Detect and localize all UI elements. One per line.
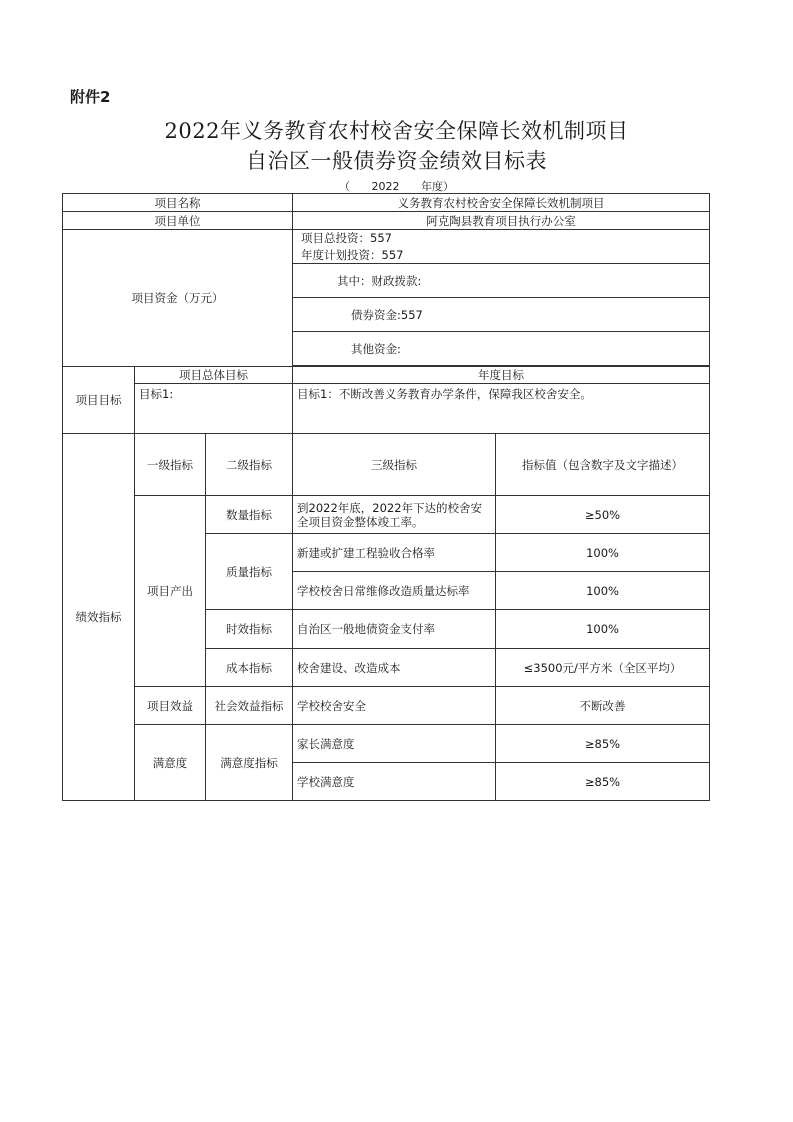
- document-title-line-1: 2022年义务教育农村校舍安全保障长效机制项目: [164, 119, 629, 143]
- document-title-line-2: 自治区一般债券资金绩效目标表: [246, 149, 547, 173]
- quantity-value: ≥50%: [496, 496, 710, 534]
- performance-header-row: [63, 434, 710, 496]
- satisfaction-indicator-label: 满意度指标: [206, 725, 293, 801]
- quality-label: 质量指标: [206, 534, 293, 610]
- benefit-value: 不断改善: [496, 687, 710, 725]
- header-level1: 一级指标: [135, 434, 206, 496]
- cost-label: 成本指标: [206, 649, 293, 687]
- project-name-row: [63, 194, 710, 212]
- timeliness-label: 时效指标: [206, 610, 293, 649]
- output-label: 项目产出: [135, 496, 206, 687]
- satisfaction-item-2: 学校满意度: [293, 763, 496, 801]
- funds-annual-plan: 年度计划投资：557: [293, 247, 710, 264]
- timeliness-item: 自治区一般地债资金支付率: [293, 610, 496, 649]
- quantity-row: [63, 496, 710, 534]
- funds-bond: 债券资金:557: [293, 298, 710, 332]
- goals-annual-value: 目标1：不断改善义务教育办学条件，保障我区校舍安全。: [293, 384, 710, 434]
- quality-value-2: 100%: [496, 572, 710, 610]
- satisfaction-value-2: ≥85%: [496, 763, 710, 801]
- quantity-label: 数量指标: [206, 496, 293, 534]
- satisfaction-value-1: ≥85%: [496, 725, 710, 763]
- quality-value-1: 100%: [496, 534, 710, 572]
- satisfaction-row-1: [63, 725, 710, 763]
- goals-label: 项目目标: [63, 367, 135, 434]
- attachment-label: 附件2: [70, 88, 111, 106]
- satisfaction-item-1: 家长满意度: [293, 725, 496, 763]
- satisfaction-label: 满意度: [135, 725, 206, 801]
- header-value: 指标值（包含数字及文字描述）: [496, 434, 710, 496]
- quality-item-1: 新建或扩建工程验收合格率: [293, 534, 496, 572]
- project-unit-label: 项目单位: [63, 212, 293, 230]
- year-open-paren: （: [339, 180, 350, 193]
- goals-overall-value: 目标1:: [135, 384, 293, 434]
- quantity-item: 到2022年底，2022年下达的校舍安全项目资金整体竣工率。: [293, 496, 496, 534]
- fiscal-year: 2022: [371, 180, 400, 193]
- performance-label: 绩效指标: [63, 434, 135, 801]
- goals-value-row: [63, 384, 710, 434]
- benefit-row: [63, 687, 710, 725]
- header-level2: 二级指标: [206, 434, 293, 496]
- fiscal-year-line: [0, 178, 793, 194]
- funds-other: 其他资金:: [293, 332, 710, 366]
- benefit-label: 项目效益: [135, 687, 206, 725]
- project-unit-value: 阿克陶县教育项目执行办公室: [293, 212, 710, 230]
- header-level3: 三级指标: [293, 434, 496, 496]
- project-unit-row: [63, 212, 710, 230]
- performance-target-table: [62, 193, 710, 801]
- funds-row-total: [63, 230, 710, 247]
- funds-label: 项目资金（万元）: [63, 230, 293, 367]
- funds-total: 项目总投资：557: [293, 230, 710, 247]
- benefit-item: 学校校舍安全: [293, 687, 496, 725]
- funds-fiscal: 其中：财政拨款:: [293, 264, 710, 298]
- social-benefit-label: 社会效益指标: [206, 687, 293, 725]
- project-name-label: 项目名称: [63, 194, 293, 212]
- timeliness-value: 100%: [496, 610, 710, 649]
- goals-annual-header: 年度目标: [293, 367, 710, 384]
- cost-value: ≤3500元/平方米（全区平均）: [496, 649, 710, 687]
- quality-item-2: 学校校舍日常维修改造质量达标率: [293, 572, 496, 610]
- project-name-value: 义务教育农村校舍安全保障长效机制项目: [293, 194, 710, 212]
- fiscal-year-unit: 年度）: [421, 180, 454, 193]
- cost-item: 校舍建设、改造成本: [293, 649, 496, 687]
- goals-overall-header: 项目总体目标: [135, 367, 293, 384]
- goals-header-row: [63, 367, 710, 384]
